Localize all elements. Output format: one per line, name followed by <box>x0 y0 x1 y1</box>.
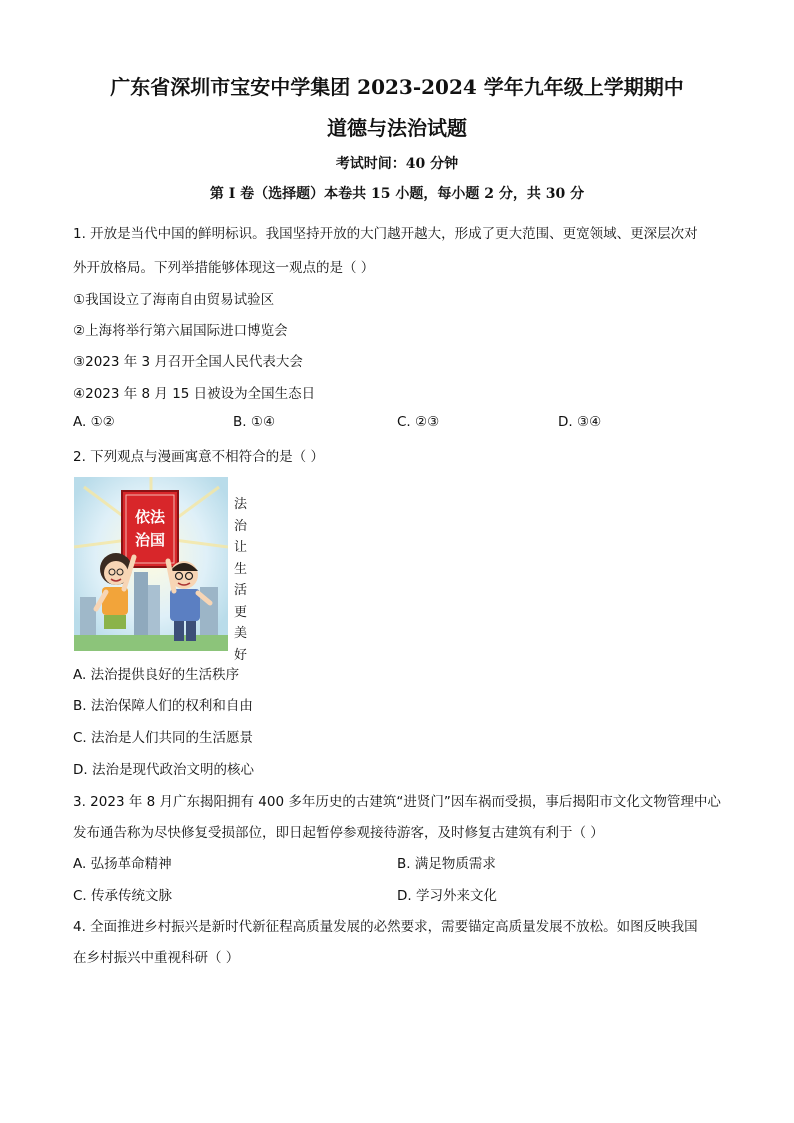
cartoon-caption: 法治让生活更美好 <box>234 497 248 663</box>
q3-stem-line1: 3. 2023 年 8 月广东揭阳拥有 400 多年历史的古建筑“进贤门”因车祸而受损，事后揭阳市文化文物管理中心 <box>73 794 721 810</box>
svg-text:治国: 治国 <box>134 531 166 549</box>
exam-time: 考试时间：40 分钟 <box>335 156 459 172</box>
cartoon-sign-text: 依法 <box>134 508 166 526</box>
q1-item-2: ②上海将举行第六届国际进口博览会 <box>73 323 288 339</box>
section-heading: 第 I 卷（选择题）本卷共 15 小题，每小题 2 分，共 30 分 <box>209 186 585 202</box>
q4-stem-line2: 在乡村振兴中重视科研（ ） <box>73 950 240 966</box>
q3-option-c: C. 传承传统文脉 <box>73 888 173 904</box>
q4-stem-line1: 4. 全面推进乡村振兴是新时代新征程高质量发展的必然要求，需要锚定高质量发展不放松。如图反映我国 <box>73 919 698 935</box>
q1-item-1: ①我国设立了海南自由贸易试验区 <box>73 292 275 308</box>
q1-item-4: ④2023 年 8 月 15 日被设为全国生态日 <box>73 386 316 402</box>
q1-option-d: D. ③④ <box>558 414 602 430</box>
q1-stem-line2: 外开放格局。下列举措能够体现这一观点的是（ ） <box>73 260 375 276</box>
q2-option-c: C. 法治是人们共同的生活愿景 <box>73 730 254 746</box>
rule-of-law-cartoon <box>74 477 228 651</box>
exam-title-line2: 道德与法治试题 <box>327 116 467 140</box>
q1-option-b: B. ①④ <box>233 414 276 430</box>
q1-option-a: A. ①② <box>73 414 115 430</box>
q1-item-3: ③2023 年 3 月召开全国人民代表大会 <box>73 354 303 370</box>
q3-option-b: B. 满足物质需求 <box>397 856 496 872</box>
q1-stem-line1: 1. 开放是当代中国的鲜明标识。我国坚持开放的大门越开越大，形成了更大范围、更宽领域、更深层次对 <box>73 226 698 242</box>
q3-option-a: A. 弘扬革命精神 <box>73 856 172 872</box>
q1-option-c: C. ②③ <box>397 414 440 430</box>
q2-option-b: B. 法治保障人们的权利和自由 <box>73 698 253 714</box>
q3-option-d: D. 学习外来文化 <box>397 888 497 904</box>
q3-stem-line2: 发布通告称为尽快修复受损部位，即日起暂停参观接待游客，及时修复古建筑有利于（ ） <box>73 825 604 841</box>
exam-title-line1: 广东省深圳市宝安中学集团 2023-2024 学年九年级上学期期中 <box>110 75 684 99</box>
q2-option-d: D. 法治是现代政治文明的核心 <box>73 762 254 778</box>
q2-stem: 2. 下列观点与漫画寓意不相符合的是（ ） <box>73 449 324 465</box>
q2-option-a: A. 法治提供良好的生活秩序 <box>73 667 240 683</box>
